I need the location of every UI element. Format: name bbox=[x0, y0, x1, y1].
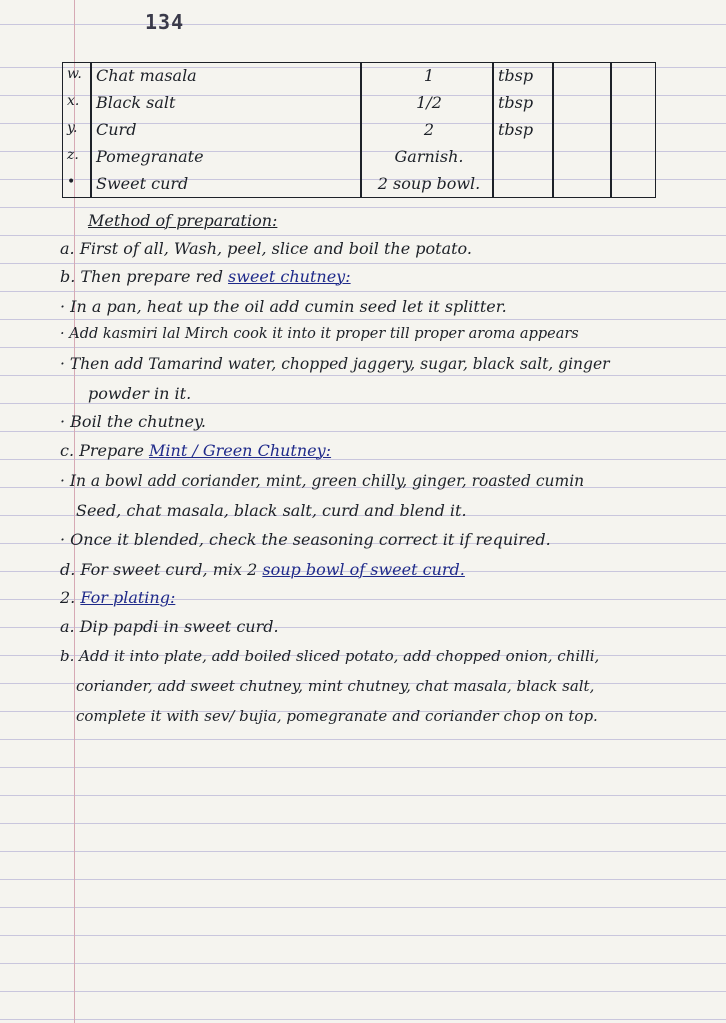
ingredient-index: w. bbox=[67, 66, 82, 82]
sweet-curd-label: soup bowl of sweet curd. bbox=[262, 560, 465, 579]
step-c bbox=[60, 441, 331, 460]
table-row bbox=[62, 144, 656, 171]
list-item: · In a pan, heat up the oil add cumin seed let it splitter. bbox=[60, 297, 507, 316]
ingredient-quantity: 2 soup bowl. bbox=[377, 174, 481, 193]
ingredient-index: • bbox=[67, 174, 76, 190]
step-d bbox=[60, 560, 465, 579]
step-a: a. First of all, Wash, peel, slice and boil the potato. bbox=[60, 239, 472, 258]
table-row bbox=[62, 90, 656, 117]
table-row bbox=[62, 117, 656, 144]
ingredient-quantity: 1/2 bbox=[416, 93, 442, 112]
list-item: · Then add Tamarind water, chopped jaggery, sugar, black salt, ginger bbox=[60, 355, 610, 373]
ingredient-name: Curd bbox=[96, 120, 137, 139]
step-b-text: b. Then prepare red bbox=[60, 267, 223, 286]
ingredient-unit: tbsp bbox=[498, 120, 534, 139]
method-heading: Method of preparation: bbox=[88, 211, 278, 230]
ingredient-name: Sweet curd bbox=[96, 174, 189, 193]
mint-chutney-label: Mint / Green Chutney: bbox=[149, 441, 332, 460]
step-d-text: d. For sweet curd, mix 2 bbox=[60, 560, 258, 579]
plating-step-a: a. Dip papdi in sweet curd. bbox=[60, 617, 279, 636]
ingredient-unit: tbsp bbox=[498, 66, 534, 85]
table-row bbox=[62, 63, 656, 90]
step-c-text: c. Prepare bbox=[60, 441, 144, 460]
page-number: 134 bbox=[145, 10, 185, 34]
ingredient-name: Chat masala bbox=[96, 66, 197, 85]
ingredient-quantity: Garnish. bbox=[394, 147, 464, 166]
ingredient-index: y. bbox=[67, 120, 78, 136]
step-b bbox=[60, 267, 351, 286]
ingredient-quantity: 1 bbox=[423, 66, 435, 85]
plating-step-b: coriander, add sweet chutney, mint chutney, chat masala, black salt, bbox=[76, 677, 595, 695]
plating-number: 2. bbox=[60, 588, 76, 607]
table-row bbox=[62, 171, 656, 198]
ingredients-table bbox=[62, 62, 656, 198]
ingredient-unit: tbsp bbox=[498, 93, 534, 112]
plating-heading bbox=[60, 588, 175, 607]
plating-step-b: b. Add it into plate, add boiled sliced potato, add chopped onion, chilli, bbox=[60, 647, 600, 665]
list-item: Seed, chat masala, black salt, curd and blend it. bbox=[76, 501, 467, 520]
list-item: · In a bowl add coriander, mint, green chilly, ginger, roasted cumin bbox=[60, 472, 585, 490]
ingredient-index: z. bbox=[67, 147, 79, 163]
list-item: powder in it. bbox=[88, 384, 192, 403]
ingredient-name: Pomegranate bbox=[96, 147, 204, 166]
sweet-chutney-label: sweet chutney: bbox=[228, 267, 351, 286]
list-item: · Once it blended, check the seasoning correct it if required. bbox=[60, 530, 551, 549]
ingredient-index: x. bbox=[67, 93, 80, 109]
list-item: · Boil the chutney. bbox=[60, 412, 206, 431]
ingredient-name: Black salt bbox=[96, 93, 176, 112]
plating-heading-label: For plating: bbox=[80, 588, 176, 607]
plating-step-b: complete it with sev/ bujia, pomegranate and coriander chop on top. bbox=[76, 707, 598, 725]
ingredient-quantity: 2 bbox=[423, 120, 435, 139]
list-item: · Add kasmiri lal Mirch cook it into it proper till proper aroma appears bbox=[60, 326, 579, 342]
